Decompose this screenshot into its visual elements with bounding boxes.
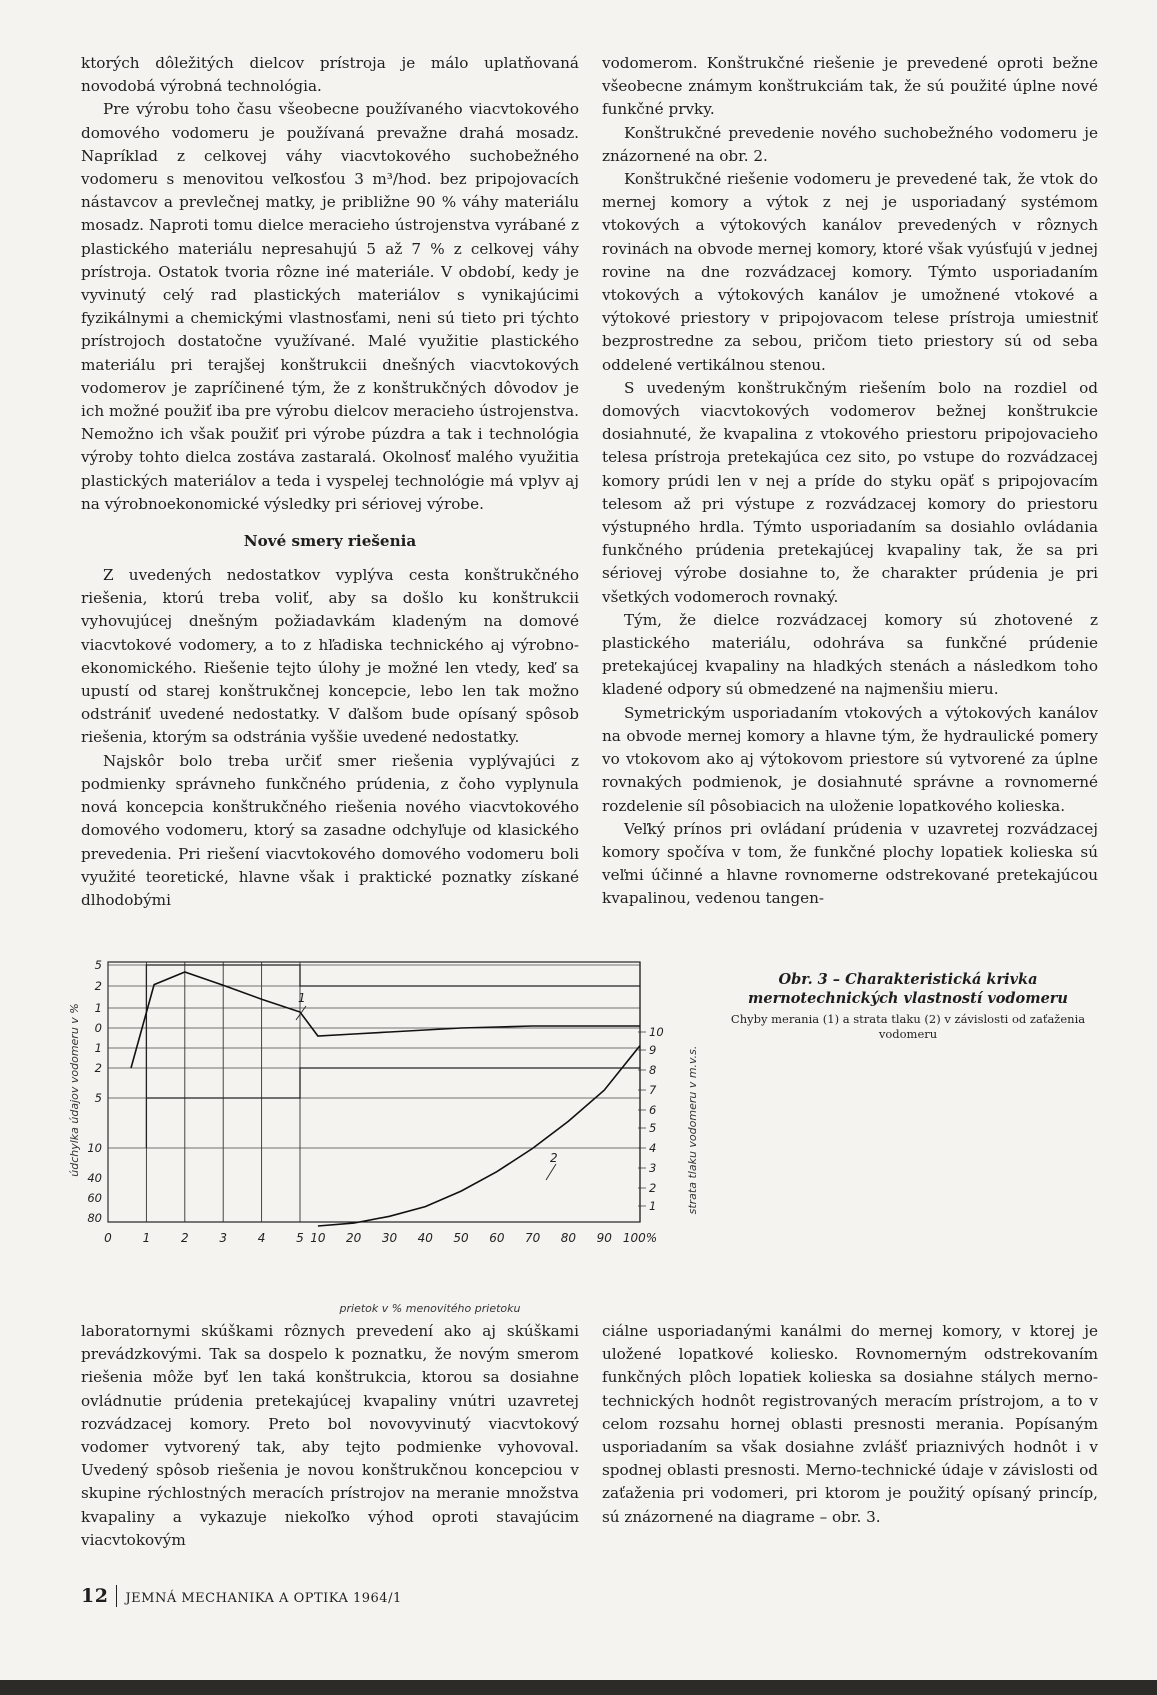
x-tick-labels [104,1231,657,1245]
x-tick-label: 20 [346,1231,362,1245]
y-left-tick-label: 60 [87,1191,102,1205]
x-tick-label: 2 [180,1231,189,1245]
x-tick-label: 70 [524,1231,541,1245]
series-2-leader [546,1164,556,1180]
y-left-tick-label: 5 [94,1091,102,1105]
y-right-tick-labels [649,1025,664,1213]
plot-frame [108,962,640,1222]
paragraph: Najskôr bolo treba určiť smer riešenia vyplývajúci z podmienky správneho funkčného prúdenia, z čoho vyplynula nová koncepcia konštrukčného riešenia nového viacvtokového domového vodomeru, ktorý sa zasadne odchyľuje od klasického prevedenia. Pri riešení viacvtokového domového vodomeru boli využité teoretické, hlavne však i praktické poznatky získané dlhodobými [81,751,579,909]
paragraph: Pre výrobu toho času všeobecne používaného viacvtokového domového vodomeru je používaná prevažne drahá mosadz. Napríklad z celkovej váhy viacvtokového suchobežného vodomeru s menovitou veľkosťou 3 m³/hod. bez pripojovacích nástavcov a prevlečnej matky, je približne 90 % váhy materiálu mosadz. Naproti tomu dielce meracieho ústrojenstva vyrábané z plastického materiálu nepresahujú 5 až 7 % z celkovej váhy prístroja. Ostatok tvoria rôzne iné materiále. V období, kedy je vyvinutý celý rad plastických materiálov s vynikajúcimi fyzikálnymi a chemickými vlastnosťami, neni sú tieto pri týchto prístrojoch dostatočne využívané. Malé využitie plastického materiálu pri terajšej konštrukcii dnešných viacvtokových vodomerov je zapríčinené tým, že z konštrukčných dôvodov je ich možné použiť iba pre výrobu dielcov meracieho ústrojenstva. Nemožno ich však použiť pri výrobe púzdra a tak i technológia výroby tohto dielca zostáva zastaralá. Okolnosť malého využitia plastických materiálov a teda i vyspelej technológie má vplyv aj na výrobnoekonomické výsledky pri sériovej výrobe. [81,100,579,513]
x-tick-label: 0 [104,1231,112,1245]
x-tick-label: 5 [296,1231,304,1245]
right-column-top [602,52,1098,911]
y-right-tick-label: 2 [649,1181,657,1195]
y-right-tick-label: 7 [649,1083,657,1097]
y-right-axis-label: strata tlaku vodomeru v m.v.s. [686,1045,699,1215]
x-tick-label: 1 [142,1231,151,1245]
section-heading: Nové smery riešenia [243,532,417,551]
y-right-tick-label: 8 [649,1063,657,1077]
y-right-tick-label: 5 [649,1121,657,1135]
caption-title: Obr. 3 – Charakteristická krivka mernotechnických vlastností vodomeru [748,971,1068,1007]
journal-name: JEMNÁ MECHANIKA A OPTIKA 1964/1 [125,1591,402,1606]
y-left-tick-label: 2 [94,1061,102,1075]
y-left-tick-label: 40 [87,1171,102,1185]
y-left-tick-labels [87,958,102,1225]
paragraph: S uvedeným konštrukčným riešením bolo na rozdiel od domových viacvtokových vodomerov bežnej konštrukcie dosiahnuté, že kvapalina z vtokového priestoru pripojovacieho telesa prístroja pretekajúca cez sito, po vstupe do rozvádzacej komory prúdi len v nej a príde do styku opäť s pripojovacím telesom až pri výstupe z rozvádzacej komory do priestoru výstupného hrdla. Týmto usporiadaním sa dosiahlo ovládania funkčného prúdenia pretekajúcej kvapaliny tak, že sa pri sériovej výrobe dosiahne to, že charakter prúdenia je pri všetkých vodomeroch rovnaký. [602,378,1098,606]
y-right-tick-label: 4 [649,1141,657,1155]
paragraph: vodomerom. Konštrukčné riešenie je prevedené oproti bežne všeobecne známym konštrukciám tak, že sú použité úplne nové funkčné prvky. [602,54,1098,119]
paragraph: Veľký prínos pri ovládaní prúdenia v uzavretej rozvádzacej komory spočíva v tom, že funkčné plochy lopatiek kolieska sú veľmi účinné a hlavne rovnomerne odstrekované pretekajúcou kvapalinou, vedenou tangen- [602,819,1098,908]
y-left-tick-label: 1 [94,1041,102,1055]
caption-subtitle: Chyby merania (1) a strata tlaku (2) v závislosti od zaťaženia vodomeru [730,1012,1086,1041]
x-tick-label: 50 [453,1231,469,1245]
paragraph: ktorých dôležitých dielcov prístroja je málo uplatňovaná novodobá výrobná technológia. [81,54,579,96]
page-number: 12 [81,1585,109,1607]
tolerance-upper [146,965,640,1148]
figure-caption [712,970,1104,1042]
x-tick-label: 60 [489,1231,505,1245]
y-left-tick-label: 0 [94,1021,102,1035]
paragraph: Tým, že dielce rozvádzacej komory sú zhotovené z plastického materiálu, odohráva sa funkčné prúdenie pretekajúcej kvapaliny na hladkých stenách a následkom toho kladené odpory sú obmedzené na najmenšiu mieru. [602,610,1098,699]
x-tick-label: 4 [257,1231,266,1245]
x-tick-label: 10 [310,1231,326,1245]
y-left-tick-label: 10 [87,1141,102,1155]
series-2-pressure-loss-curve [318,1046,640,1226]
paragraph: ciálne usporiadanými kanálmi do mernej komory, v ktorej je uložené lopatkové koliesko. Rovnomerným odstrekovaním funkčných plôch lopatiek kolieska sa dosiahne stálych merno-technických hodnôt registrovaných meracím prístrojom, a to v celom rozsahu hornej oblasti presnosti merania. Popísaným usporiadaním sa však dosiahne zvlášť priaznivých hodnôt i v spodnej oblasti presnosti. Merno-technické údaje v závislosti od zaťaženia pri vodomeri, pri ktorom je použitý opísaný princíp, sú znázornené na diagrame – obr. 3. [602,1322,1098,1526]
x-tick-label: 3 [219,1231,228,1245]
left-column-top [81,52,579,912]
y-left-tick-label: 2 [94,979,102,993]
y-right-tick-label: 1 [649,1199,657,1213]
series-2-label: 2 [550,1151,558,1165]
left-column-bottom [81,1320,579,1552]
y-left-tick-label: 1 [94,1001,102,1015]
y-left-axis-label: údchylka údajov vodomeru v % [68,1003,81,1177]
y-right-tick-label: 3 [649,1161,657,1175]
y-right-tick-label: 10 [649,1025,664,1039]
x-tick-label: 30 [381,1231,398,1245]
paragraph: laboratornymi skúškami rôznych prevedení ako aj skúškami prevádzkovými. Tak sa dospelo k poznatku, že novým smerom riešenia môže byť len taká konštrukcia, ktorou sa dosiahne ovládnutie prúdenia pretekajúcej kvapaliny vnútri uzavretej rozvádzacej komory. Preto bol novovyvinutý viacvtokový vodomer vytvorený tak, aby tejto podmienke vyhovoval. Uvedený spôsob riešenia je novou konštrukčnou koncepciou v skupine rýchlostných meracích prístrojov na meranie množstva kvapaliny a vykazuje niekoľko výhod oproti stavajúcim viacvtokovým [81,1322,579,1549]
x-tick-label: 90 [596,1231,612,1245]
x-axis-label: prietok v % menovitého prietoku [339,1302,521,1315]
figure-diagram [60,950,700,1320]
right-column-bottom [602,1320,1098,1529]
footer-divider [116,1585,117,1607]
tolerance-band [146,965,640,1148]
paragraph: Symetrickým usporiadaním vtokových a výtokových kanálov na obvode mernej komory a hlavne tým, že hydraulické pomery vo vtokovom ako aj výtokovom priestore sú vytvorené za úplne rovnakých podmienok, je dosiahnuté správne a rovnomerné rozdelenie síl pôsobiacich na uloženie lopatkového kolieska. [602,703,1098,815]
y-left-tick-label: 80 [87,1211,102,1225]
x-tick-label: 100% [622,1231,658,1245]
chart-grid [108,962,646,1222]
chart-svg [60,950,700,1320]
x-tick-label: 40 [417,1231,433,1245]
paragraph: Konštrukčné prevedenie nového suchobežného vodomeru je znázornené na obr. 2. [602,123,1098,165]
y-right-tick-label: 9 [649,1043,657,1057]
paragraph: Z uvedených nedostatkov vyplýva cesta konštrukčného riešenia, ktorú treba voliť, aby sa došlo ku konštrukcii vyhovujúcej dnešným požiadavkám kladeným na domové viacvtokové vodomery, a to z hľadiska technického aj výrobno-ekonomického. Riešenie tejto úlohy je možné len vtedy, keď sa upustí od starej konštrukčnej koncepcie, lebo len tak možno odstrániť uvedené nedostatky. V ďalšom bude opísaný spôsob riešenia, ktorým sa odstránia vyššie uvedené nedostatky. [81,566,579,747]
x-tick-label: 80 [560,1231,577,1245]
series-1-label: 1 [298,991,306,1005]
paragraph: Konštrukčné riešenie vodomeru je prevedené tak, že vtok do mernej komory a výtok z nej je usporiadaný systémom vtokových a výtokových kanálov prevedených v rôznych rovinách na obvode mernej komory, ktoré však vyúsťujú v jednej rovine na dne rozvádzacej komory. Týmto usporiadaním vtokových a výtokových kanálov je umožnené vtokové a výtokové priestory v pripojovacom telese prístroja umiestniť bezprostredne za sebou, pričom tieto priestory sú od seba oddelené vertikálnou stenou. [602,170,1098,374]
scan-edge [0,1680,1157,1695]
page-footer [81,1585,402,1607]
tolerance-lower [146,1068,640,1098]
series-2-line [318,1046,640,1226]
y-right-tick-label: 6 [649,1103,657,1117]
y-left-tick-label: 5 [94,958,102,972]
